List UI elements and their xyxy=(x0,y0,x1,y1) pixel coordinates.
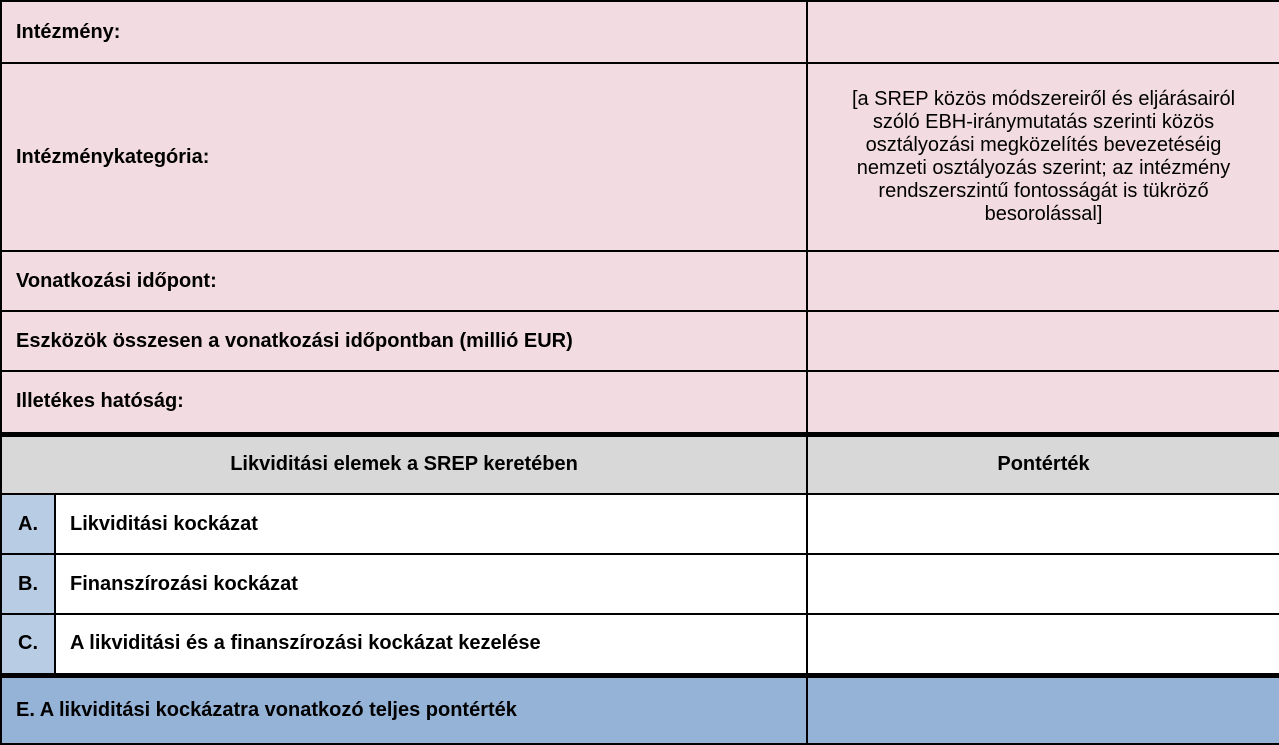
score-column-header: Pontérték xyxy=(807,434,1279,494)
institution-value[interactable] xyxy=(807,1,1279,63)
item-row-b xyxy=(1,554,1279,614)
item-label: Likviditási kockázat xyxy=(55,494,807,554)
reference-date-value[interactable] xyxy=(807,251,1279,311)
info-row-category xyxy=(1,63,1279,251)
item-letter: B. xyxy=(1,554,55,614)
item-row-a xyxy=(1,494,1279,554)
authority-label: Illetékes hatóság: xyxy=(1,371,807,434)
total-assets-label: Eszközök összesen a vonatkozási időpontban (millió EUR) xyxy=(1,311,807,371)
institution-label: Intézmény: xyxy=(1,1,807,63)
item-letter: C. xyxy=(1,614,55,675)
total-assets-value[interactable] xyxy=(807,311,1279,371)
reference-date-label: Vonatkozási időpont: xyxy=(1,251,807,311)
liquidity-header-row xyxy=(1,434,1279,494)
item-label: A likviditási és a finanszírozási kockázat kezelése xyxy=(55,614,807,675)
item-letter: A. xyxy=(1,494,55,554)
item-label: Finanszírozási kockázat xyxy=(55,554,807,614)
item-score[interactable] xyxy=(807,494,1279,554)
info-row-total-assets xyxy=(1,311,1279,371)
elements-column-header: Likviditási elemek a SREP keretében xyxy=(1,434,807,494)
item-score[interactable] xyxy=(807,614,1279,675)
category-value[interactable]: [a SREP közös módszereiről és eljárásairól szóló EBH-iránymutatás szerinti közös osztályozási megközelítés bevezetéséig nemzeti osztályozás szerint; az intézmény rendszerszintű fontosságát is tükröző besorolással] xyxy=(807,63,1279,251)
total-score[interactable] xyxy=(807,675,1279,744)
info-row-authority xyxy=(1,371,1279,434)
item-row-c xyxy=(1,614,1279,675)
total-row xyxy=(1,675,1279,744)
info-row-institution xyxy=(1,1,1279,63)
category-label: Intézménykategória: xyxy=(1,63,807,251)
authority-value[interactable] xyxy=(807,371,1279,434)
info-row-reference-date xyxy=(1,251,1279,311)
item-score[interactable] xyxy=(807,554,1279,614)
total-label: E. A likviditási kockázatra vonatkozó teljes pontérték xyxy=(1,675,807,744)
